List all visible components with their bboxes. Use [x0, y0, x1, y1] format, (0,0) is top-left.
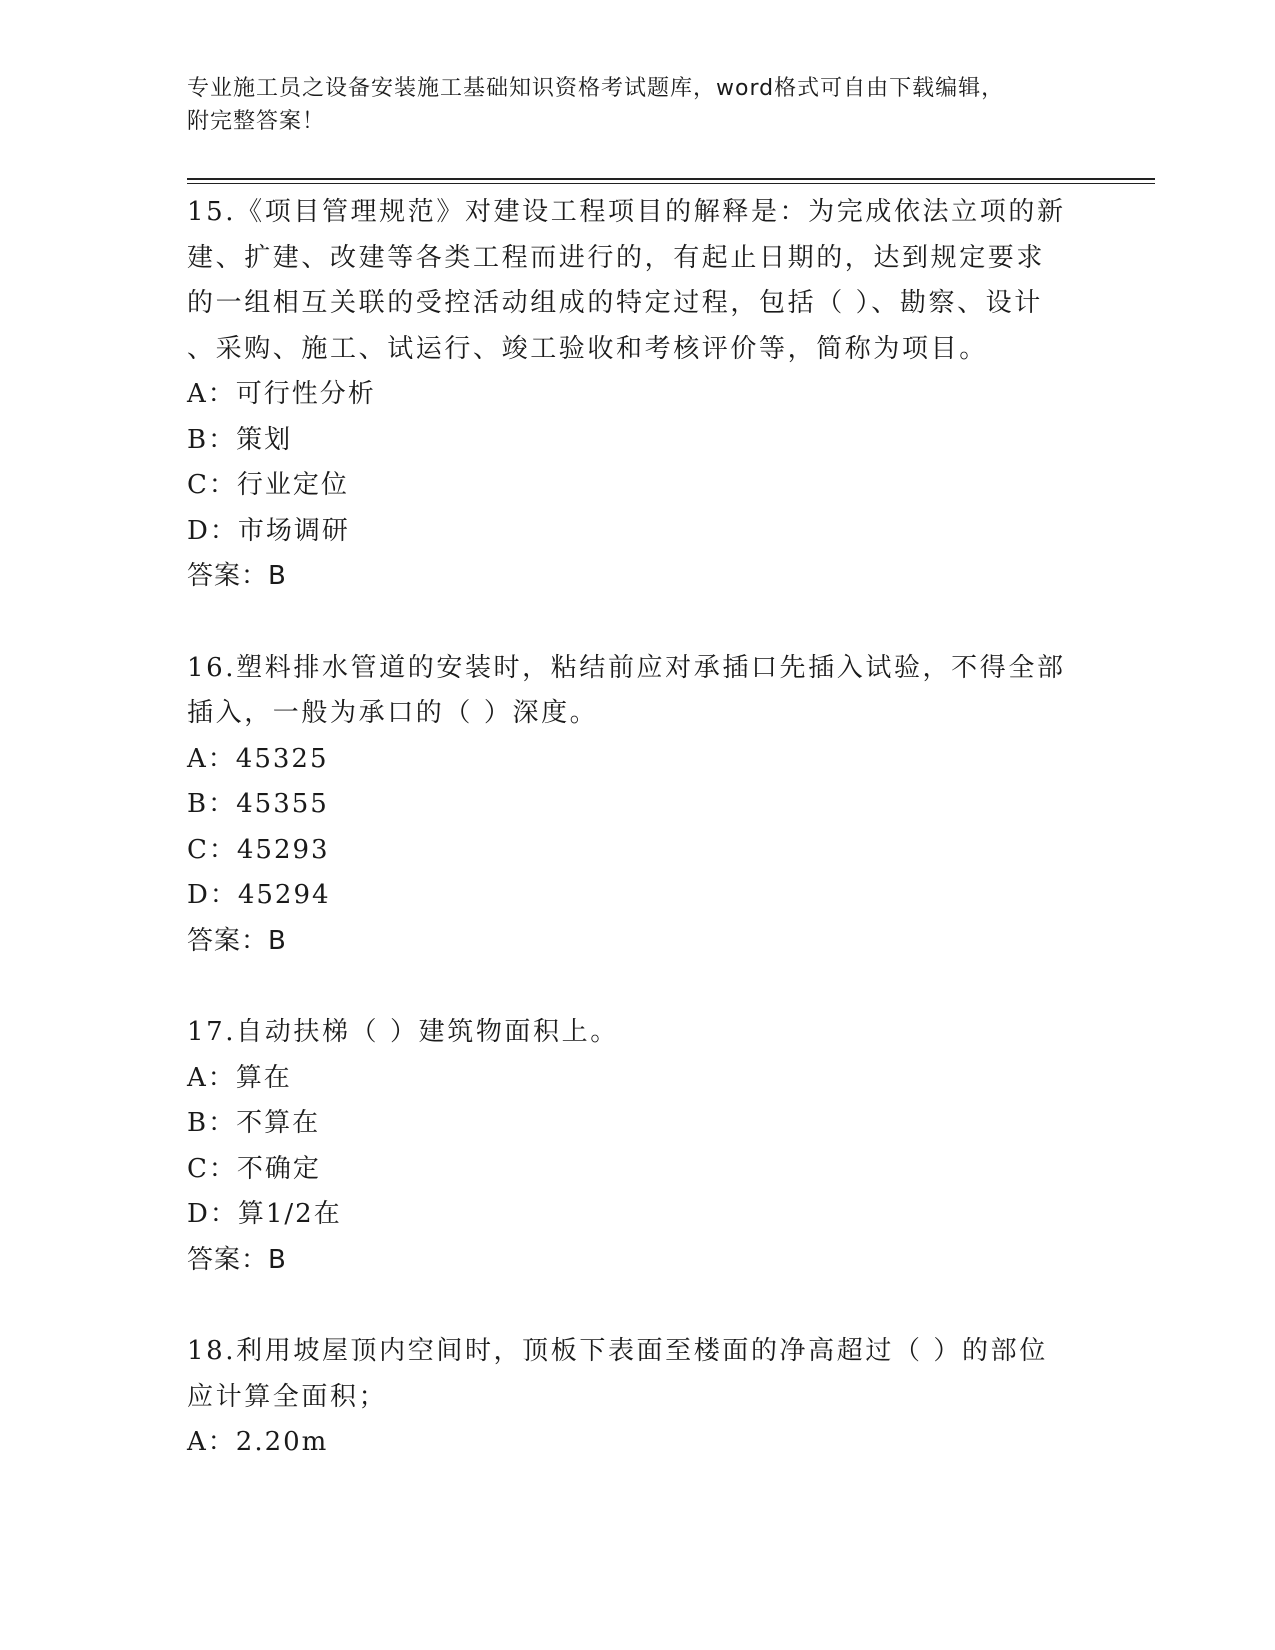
question-15: [187, 190, 1087, 600]
answer-line: 答案：B: [187, 1244, 287, 1275]
header-line-1: 专业施工员之设备安装施工基础知识资格考试题库，word格式可自由下载编辑，: [187, 76, 1005, 101]
option-a: A：可行性分析: [187, 379, 376, 409]
answer-line: 答案：B: [187, 561, 287, 591]
question-18: [187, 1329, 1087, 1466]
question-list: [187, 190, 1087, 1512]
question-stem-line: 15.《项目管理规范》对建设工程项目的解释是：为完成依法立项的新: [187, 197, 1066, 227]
header-divider-thin: [187, 183, 1155, 184]
question-stem-line: 建、扩建、改建等各类工程而进行的，有起止日期的，达到规定要求: [187, 242, 1046, 273]
option-a: A：算在: [187, 1062, 292, 1093]
question-stem-line: 应计算全面积；: [187, 1381, 388, 1412]
option-b: B：策划: [187, 424, 293, 455]
option-d: D：算1/2在: [187, 1199, 342, 1229]
question-stem-line: 16.塑料排水管道的安装时，粘结前应对承插口先插入试验，不得全部: [187, 652, 1066, 683]
option-a: A：45325: [187, 743, 329, 774]
document-header: [187, 72, 1067, 138]
header-divider: [187, 178, 1155, 180]
option-b: B：45355: [187, 789, 329, 819]
header-line-2: 附完整答案！: [187, 109, 326, 134]
option-b: B：不算在: [187, 1108, 321, 1138]
option-c: C：行业定位: [187, 470, 349, 500]
option-a: A：2.20m: [187, 1427, 329, 1457]
question-16: [187, 646, 1087, 965]
question-17: [187, 1010, 1087, 1283]
option-d: D：45294: [187, 880, 331, 910]
option-c: C：45293: [187, 834, 330, 865]
answer-line: 答案：B: [187, 925, 287, 956]
question-stem-line: 的一组相互关联的受控活动组成的特定过程，包括（ ）、勘察、设计: [187, 288, 1043, 318]
question-stem-line: 18.利用坡屋顶内空间时，顶板下表面至楼面的净高超过（ ）的部位: [187, 1336, 1048, 1366]
question-stem-line: 17.自动扶梯（ ）建筑物面积上。: [187, 1017, 619, 1047]
option-c: C：不确定: [187, 1153, 321, 1184]
option-d: D：市场调研: [187, 515, 350, 546]
question-stem-line: 、采购、施工、试运行、竣工验收和考核评价等，简称为项目。: [187, 333, 988, 364]
question-stem-line: 插入，一般为承口的（ ）深度。: [187, 698, 599, 728]
